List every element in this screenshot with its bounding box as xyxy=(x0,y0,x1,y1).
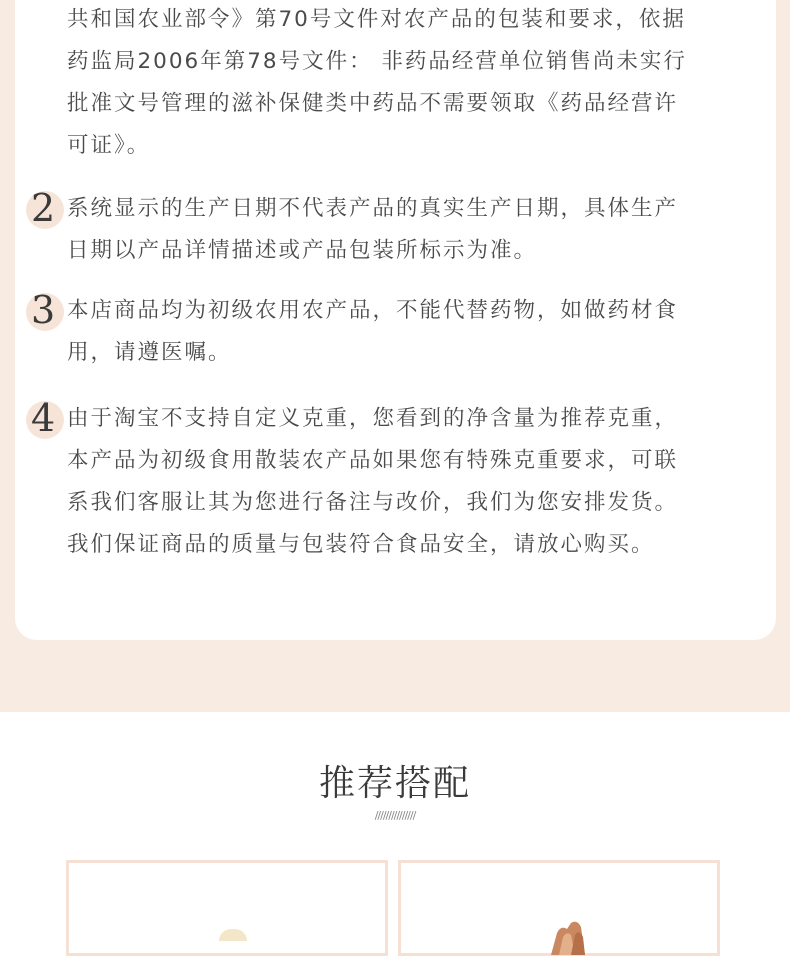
notice-item-3-line-2: 用，请遵医嘱。 xyxy=(67,340,232,365)
recommend-title: 推荐搭配 xyxy=(318,763,471,804)
recommended-product-card[interactable] xyxy=(66,860,388,956)
notice-item-1-line-1: 共和国农业部令》第70号文件对农产品的包装和要求，依据 xyxy=(67,7,686,32)
notice-item-3-line-1: 本店商品均为初级农用农产品，不能代替药物，如做药材食 xyxy=(67,298,679,323)
notice-item-4-line-3: 系我们客服让其为您进行备注与改价，我们为您安排发货。 xyxy=(67,490,679,515)
notice-item-2-line-2: 日期以产品详情描述或产品包装所标示为准。 xyxy=(67,238,538,263)
notice-item-2-number: 2 xyxy=(26,191,64,229)
notice-item-1-line-3: 批准文号管理的滋补保健类中药品不需要领取《药品经营许 xyxy=(67,91,679,116)
notice-item-4-line-2: 本产品为初级食用散装农产品如果您有特殊克重要求，可联 xyxy=(67,448,679,473)
notice-item-3-number: 3 xyxy=(26,293,64,331)
notice-item-1-line-4: 可证》。 xyxy=(67,133,151,158)
recommended-product-card[interactable] xyxy=(398,860,720,956)
title-decoration: /////////////// xyxy=(374,809,416,822)
product-image xyxy=(531,915,601,955)
notice-item-1-line-2: 药监局2006年第78号文件： 非药品经营单位销售尚未实行 xyxy=(67,49,687,74)
notice-item-2-line-1: 系统显示的生产日期不代表产品的真实生产日期，具体生产 xyxy=(67,196,679,221)
notice-item-4-line-4: 我们保证商品的质量与包装符合食品安全，请放心购买。 xyxy=(67,532,655,557)
product-image xyxy=(219,929,247,941)
notice-item-4-line-1: 由于淘宝不支持自定义克重，您看到的净含量为推荐克重， xyxy=(67,406,679,431)
notice-item-4-number: 4 xyxy=(26,401,64,439)
